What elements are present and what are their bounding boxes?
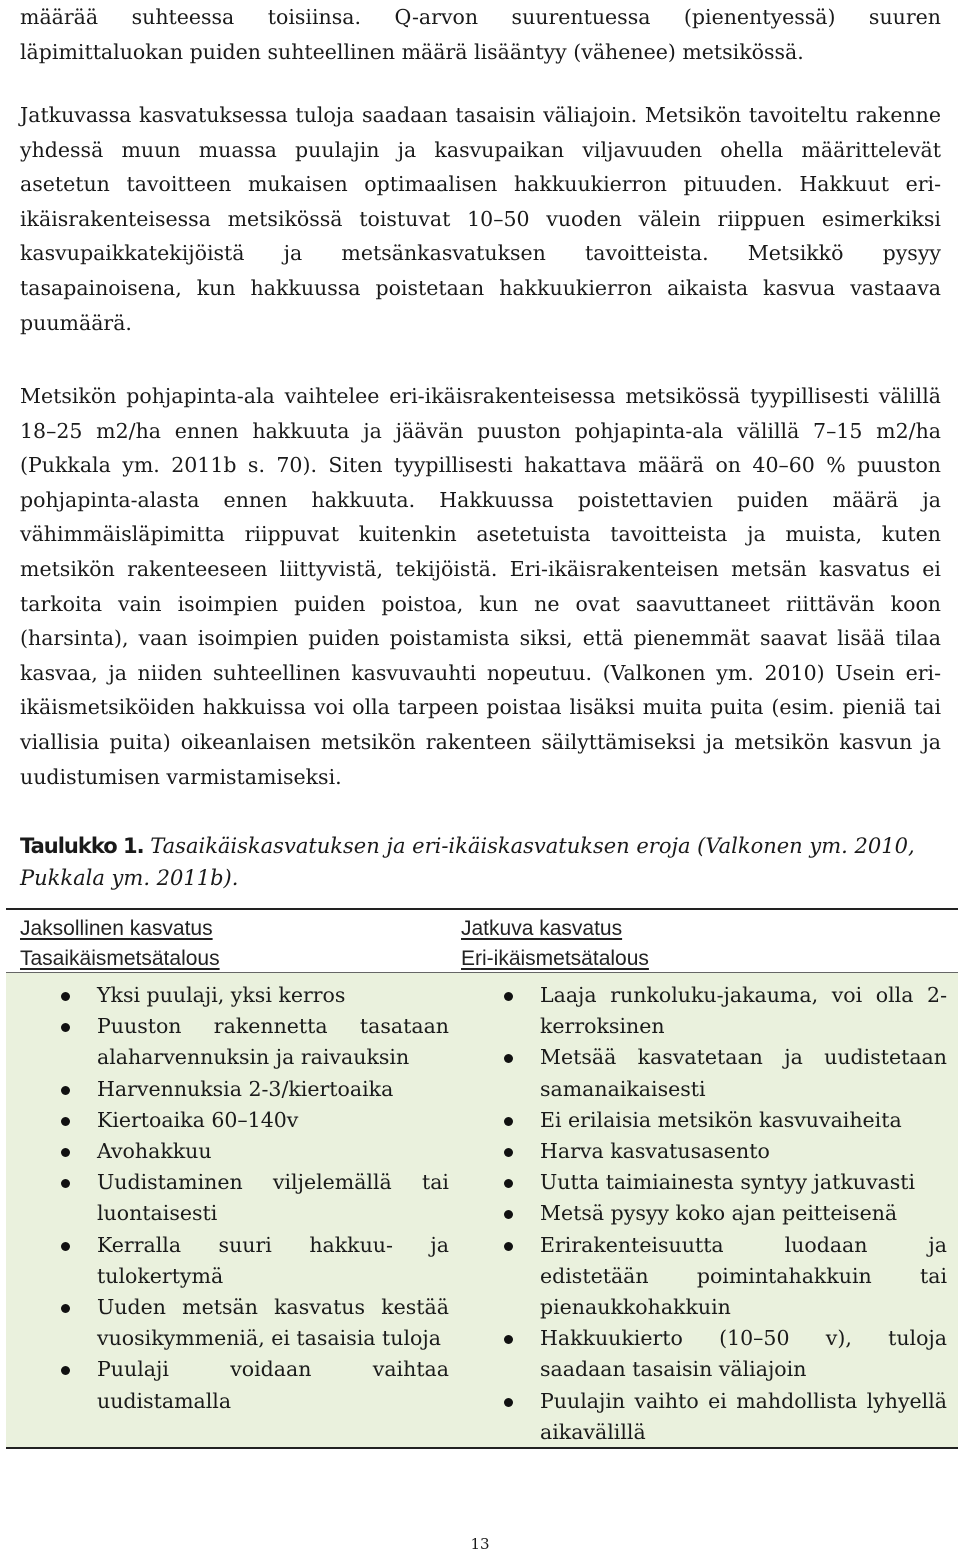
bullet-icon (61, 1242, 70, 1251)
table-header-row (6, 910, 958, 973)
bullet-icon (61, 1366, 70, 1375)
bullet-icon (504, 1210, 513, 1219)
table-caption-text: Tasaikäiskasvatuksen ja eri-ikäiskasvatuksen eroja (Valkonen ym. 2010, Pukkala ym. 2011b). (20, 834, 915, 890)
paragraph-1: määrää suhteessa toisiinsa. Q-arvon suurentuessa (pienentyessä) suuren läpimittaluokan puiden suhteellinen määrä lisääntyy (vähenee) metsikössä. (20, 5, 941, 64)
comparison-table (6, 908, 958, 1449)
left-column-header (20, 914, 220, 974)
list-item: Laaja runkoluku-jakauma, voi olla 2-kerroksinen (462, 980, 947, 1042)
list-item: Puuston rakennetta tasataan alaharvennuksin ja raivauksin (19, 1011, 449, 1073)
bullet-icon (504, 992, 513, 1001)
right-header-line-1: Jatkuva kasvatus (461, 917, 623, 940)
list-item: Kerralla suuri hakkuu- ja tulokertymä (19, 1230, 449, 1292)
bullet-icon (504, 1054, 513, 1063)
bullet-icon (61, 1117, 70, 1126)
bullet-icon (61, 1023, 70, 1032)
bullet-icon (61, 1086, 70, 1095)
left-header-line-2: Tasaikäismetsätalous (20, 947, 220, 970)
bullet-icon (504, 1148, 513, 1157)
list-item: Avohakkuu (19, 1136, 449, 1167)
list-item: Puulaji voidaan vaihtaa uudistamalla (19, 1354, 449, 1416)
list-item: Hakkuukierto (10–50 v), tuloja saadaan tasaisin väliajoin (462, 1323, 947, 1385)
list-item: Harvennuksia 2-3/kiertoaika (19, 1074, 449, 1105)
list-item: Erirakenteisuutta luodaan ja edistetään poimintahakkuin tai pienaukkohakkuin (462, 1230, 947, 1324)
bullet-icon (61, 1179, 70, 1188)
list-item: Uuden metsän kasvatus kestää vuosikymmeniä, ei tasaisia tuloja (19, 1292, 449, 1354)
list-item: Kiertoaika 60–140v (19, 1105, 449, 1136)
list-item: Metsä pysyy koko ajan peitteisenä (462, 1198, 947, 1229)
list-item: Ei erilaisia metsikön kasvuvaiheita (462, 1105, 947, 1136)
bullet-icon (61, 1304, 70, 1313)
table-caption (20, 830, 950, 894)
bullet-icon (504, 1117, 513, 1126)
page-number: 13 (470, 1535, 490, 1553)
paragraph-2: Jatkuvassa kasvatuksessa tuloja saadaan tasaisin väliajoin. Metsikön tavoiteltu rakenne yhdessä muun muassa puulajin ja kasvupaikan viljavuuden ohella määrittelevät asetetun tavoitteen mukaisen optimaalisen hakkuukierron pituuden. Hakkuut eri-ikäisrakenteisessa metsikössä toistuvat 10–50 vuoden välein riippuen esimerkiksi kasvupaikkatekijöistä ja metsänkasvatuksen tavoitteista. Metsikkö pysyy tasapainoisena, kun hakkuussa poistetaan hakkuukierron aikaista kasvua vastaava puumäärä. (20, 103, 941, 335)
left-column-list (19, 980, 449, 1417)
right-column-header (461, 914, 649, 974)
right-header-line-2: Eri-ikäismetsätalous (461, 947, 649, 970)
bullet-icon (504, 1398, 513, 1407)
list-item: Uudistaminen viljelemällä tai luontaisesti (19, 1167, 449, 1229)
right-column-list (462, 980, 947, 1448)
list-item: Puulajin vaihto ei mahdollista lyhyellä aikavälillä (462, 1386, 947, 1448)
list-item: Metsää kasvatetaan ja uudistetaan samanaikaisesti (462, 1042, 947, 1104)
table-body (6, 973, 958, 1447)
list-item: Uutta taimiainesta syntyy jatkuvasti (462, 1167, 947, 1198)
bullet-icon (504, 1242, 513, 1251)
table-caption-label: Taulukko 1. (20, 834, 144, 858)
bullet-icon (504, 1179, 513, 1188)
bullet-icon (61, 1148, 70, 1157)
list-item: Harva kasvatusasento (462, 1136, 947, 1167)
bullet-icon (504, 1335, 513, 1344)
paragraph-3: Metsikön pohjapinta-ala vaihtelee eri-ikäisrakenteisessa metsikössä tyypillisesti välillä 18–25 m2/ha ennen hakkuuta ja jäävän puuston pohjapinta-ala välillä 7–15 m2/ha (Pukkala ym. 2011b s. 70). Siten tyypillisesti hakattava määrä on 40–60 % puuston pohjapinta-alasta ennen hakkuuta. Hakkuussa poistettavien puiden määrä ja vähimmäisläpimitta riippuvat kuitenkin asetetuista tavoitteista ja muista, kuten metsikön rakenteeseen liittyvistä, tekijöistä. Eri-ikäisrakenteisen metsän kasvatus ei tarkoita vain isoimpien puiden poistoa, kun ne ovat saavuttaneet riittävän koon (harsinta), vaan isoimpien puiden poistamista siksi, että pienemmät saavat lisää tilaa kasvaa, ja niiden suhteellinen kasvuvauhti nopeutuu. (Valkonen ym. 2010) Usein eri-ikäismetsiköiden hakkuissa voi olla tarpeen poistaa lisäksi muita puita (esim. pieniä tai viallisia puita) oikeanlaisen metsikön rakenteen säilyttämiseksi ja metsikön kasvun ja uudistumisen varmistamiseksi. (20, 384, 941, 789)
bullet-icon (61, 992, 70, 1001)
left-header-line-1: Jaksollinen kasvatus (20, 917, 213, 940)
list-item: Yksi puulaji, yksi kerros (19, 980, 449, 1011)
